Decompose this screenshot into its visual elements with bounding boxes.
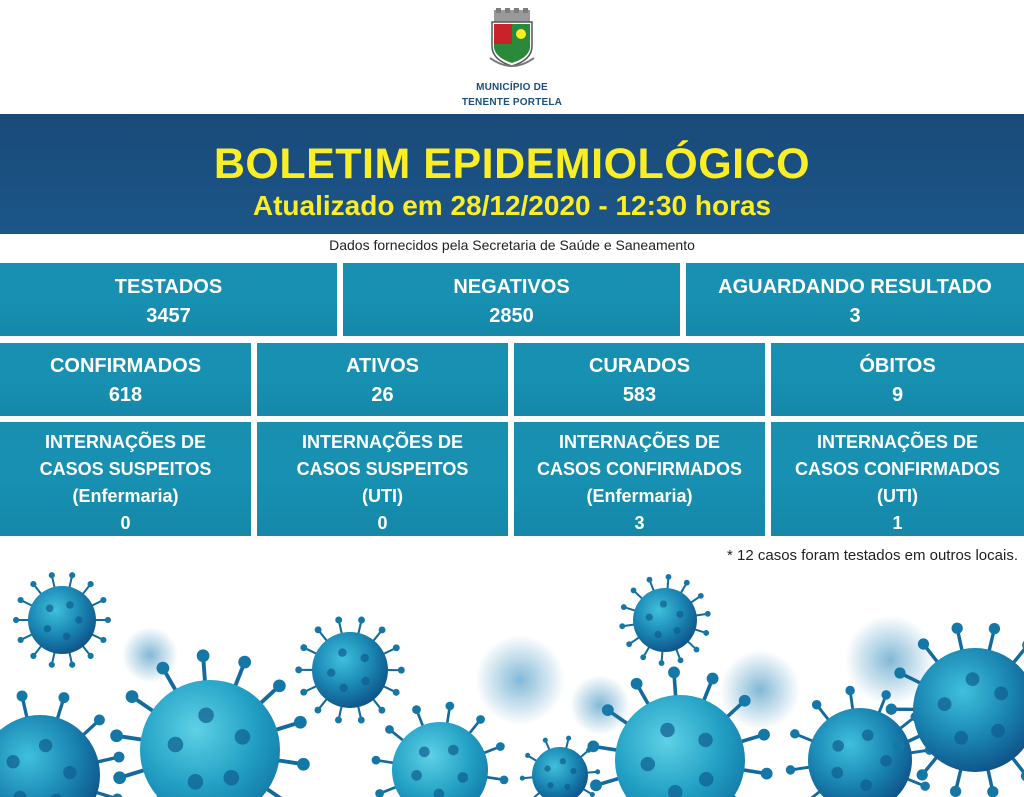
stat-active: [257, 343, 508, 416]
stat-label-line2: CASOS SUSPEITOS: [39, 459, 212, 479]
stat-label-line1: INTERNAÇÕES DE: [558, 432, 720, 452]
stat-label-line2: CASOS SUSPEITOS: [296, 459, 469, 479]
coronavirus-icon: [295, 617, 405, 724]
stat-value: 9: [891, 384, 904, 406]
coronavirus-icon: [619, 574, 710, 666]
title-banner: [0, 114, 1024, 234]
header: [0, 0, 1024, 112]
stat-hosp-confirmed-icu: [771, 422, 1024, 536]
stat-label-line3: (Enfermaria): [586, 486, 693, 506]
stat-label-line3: (UTI): [362, 486, 403, 506]
stat-awaiting-result: [686, 263, 1024, 336]
stat-hosp-confirmed-ward: [514, 422, 765, 536]
stat-tested: [0, 263, 337, 336]
stat-label-line3: (Enfermaria): [72, 486, 179, 506]
coronavirus-icon: [475, 635, 565, 725]
stat-label-line2: CASOS CONFIRMADOS: [794, 459, 1000, 479]
stat-label-line1: INTERNAÇÕES DE: [301, 432, 463, 452]
municipality-line1: MUNICÍPIO DE: [476, 82, 548, 93]
stat-value: 3457: [146, 305, 191, 327]
page-title: BOLETIM EPIDEMIOLÓGICO: [213, 140, 811, 188]
stat-value: 583: [622, 384, 657, 406]
stat-value: 3: [849, 305, 861, 327]
stat-value: 0: [377, 513, 388, 533]
stat-label-line1: INTERNAÇÕES DE: [816, 432, 978, 452]
stat-recovered: [514, 343, 765, 416]
stat-deaths: [771, 343, 1024, 416]
update-timestamp: Atualizado em 28/12/2020 - 12:30 horas: [252, 190, 772, 221]
coronavirus-icon: [13, 572, 111, 668]
stat-label-line1: INTERNAÇÕES DE: [44, 432, 206, 452]
footnote: * 12 casos foram testados em outros locais.: [727, 547, 1018, 564]
stat-label: TESTADOS: [114, 276, 223, 298]
coronavirus-icon: [122, 627, 178, 683]
stat-label: ATIVOS: [346, 355, 419, 377]
coronavirus-icon: [372, 702, 509, 797]
stat-hosp-suspected-icu: [257, 422, 508, 536]
stat-label: ÓBITOS: [859, 355, 936, 377]
municipal-coat-of-arms-icon: [486, 8, 538, 72]
stat-value: 0: [120, 513, 131, 533]
stat-value: 618: [108, 384, 143, 406]
stat-label-line3: (UTI): [877, 486, 918, 506]
stat-label: NEGATIVOS: [453, 276, 570, 298]
stat-confirmed: [0, 343, 251, 416]
stat-value: 3: [634, 513, 645, 533]
coronavirus-icon: [0, 691, 124, 797]
coronavirus-decoration: [0, 560, 1024, 797]
stat-value: 26: [371, 384, 394, 406]
data-source-text: Dados fornecidos pela Secretaria de Saúde e Saneamento: [329, 237, 695, 253]
stat-value: 1: [892, 513, 903, 533]
coronavirus-icon: [720, 650, 800, 730]
stat-label-line2: CASOS CONFIRMADOS: [536, 459, 742, 479]
stat-label: CONFIRMADOS: [49, 355, 202, 377]
stat-label: AGUARDANDO RESULTADO: [718, 276, 992, 298]
stat-negative: [343, 263, 680, 336]
stat-hosp-suspected-ward: [0, 422, 251, 536]
stat-value: 2850: [489, 305, 534, 327]
coronavirus-icon: [570, 675, 630, 735]
municipality-line2: TENENTE PORTELA: [461, 97, 563, 108]
stat-label: CURADOS: [588, 355, 691, 377]
